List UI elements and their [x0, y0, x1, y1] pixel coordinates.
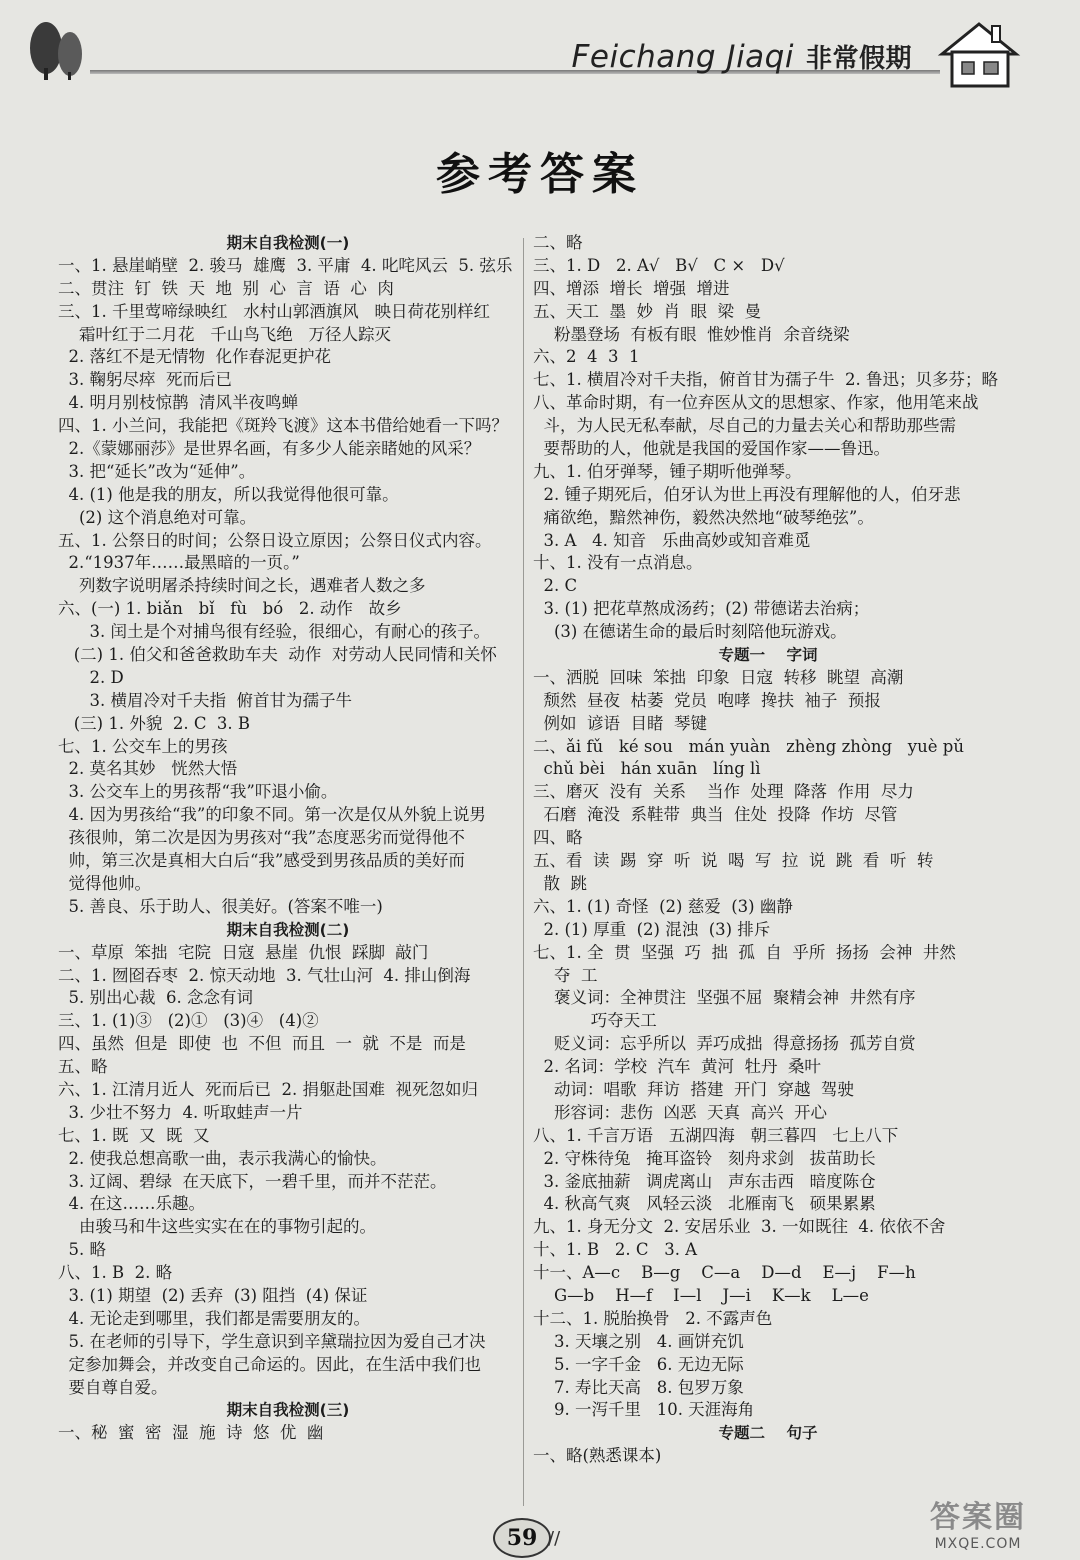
- answer-line: 5. 一字千金 6. 无边无际: [533, 1354, 744, 1374]
- answer-line: 七、1. 公交车上的男孩: [58, 736, 228, 756]
- right-answer-column: [533, 232, 1003, 1468]
- page-marks: //: [548, 1528, 561, 1549]
- answer-line: 3. 少壮不努力 4. 听取蛙声一片: [58, 1102, 303, 1122]
- answer-line: 2. 使我总想高歌一曲，表示我满心的愉快。: [58, 1148, 387, 1168]
- answer-line: 巧夺天工: [533, 1011, 657, 1031]
- answer-line: 5. 在老师的引导下，学生意识到辛黛瑞拉因为爱自己才决: [58, 1331, 486, 1351]
- answer-line: 3. A 4. 知音 乐曲高妙或知音难觅: [533, 530, 811, 550]
- answer-line: 3. 辽阔、碧绿 在天底下，一碧千里，而并不茫茫。: [58, 1171, 447, 1191]
- answer-line: 霜叶红于二月花 千山鸟飞绝 万径人踪灭: [58, 324, 391, 344]
- answer-line: 5. 略: [58, 1240, 106, 1260]
- answer-line: 一、略(熟悉课本): [533, 1446, 662, 1466]
- answer-line: 一、洒脱 回味 笨拙 印象 日寇 转移 眺望 高潮: [533, 667, 904, 687]
- answer-line: 觉得他帅。: [58, 873, 151, 893]
- answer-line: 2.“1937年……最黑暗的一页。”: [58, 553, 300, 573]
- answer-line: 五、天工 墨 妙 肖 眼 梁 曼: [533, 301, 761, 321]
- answer-line: 要自尊自爱。: [58, 1377, 168, 1397]
- answer-line: 2. 名词：学校 汽车 黄河 牡丹 桑叶: [533, 1057, 821, 1077]
- answer-line: 十一、A—c B—g C—a D—d E—j F—h: [533, 1263, 916, 1283]
- answer-line: 一、秘 蜜 密 湿 施 诗 悠 优 幽: [58, 1423, 324, 1443]
- answer-line: 九、1. 身无分文 2. 安居乐业 3. 一如既往 4. 依依不舍: [533, 1217, 946, 1237]
- answer-line: 十、1. B 2. C 3. A: [533, 1240, 698, 1260]
- answer-line: 3. 天壤之别 4. 画饼充饥: [533, 1331, 744, 1351]
- answer-line: 九、1. 伯牙弹琴，锺子期听他弹琴。: [533, 461, 802, 481]
- answer-line: 一、1. 悬崖峭壁 2. 骏马 雄鹰 3. 平庸 4. 叱咤风云 5. 弦乐: [58, 255, 513, 275]
- answer-line: 二、略: [533, 233, 583, 252]
- answer-line: 帅，第三次是真相大白后“我”感受到男孩品质的美好而: [58, 851, 465, 871]
- answer-line: (3) 在德诺生命的最后时刻陪他玩游戏。: [533, 622, 847, 642]
- answer-line: 五、1. 公祭日的时间；公祭日设立原因；公祭日仪式内容。: [58, 530, 492, 550]
- answer-line: 七、1. 全 贯 坚强 巧 拙 孤 自 乎所 扬扬 会神 井然: [533, 942, 956, 962]
- answer-line: (二) 1. 伯父和爸爸救助车夫 动作 对劳动人民同情和关怀: [58, 645, 497, 665]
- answer-line: (2) 这个消息绝对可靠。: [58, 507, 257, 527]
- column-divider: [523, 238, 524, 1506]
- answer-line: 三、磨灭 没有 关系 当作 处理 降落 作用 尽力: [533, 782, 914, 802]
- answer-line: 4. 在这……乐趣。: [58, 1194, 205, 1214]
- trees-icon: [20, 18, 92, 82]
- answer-line: 动词：唱歌 拜访 搭建 开门 穿越 驾驶: [533, 1079, 854, 1099]
- answer-line: 四、虽然 但是 即使 也 不但 而且 一 就 不是 而是: [58, 1034, 466, 1054]
- answer-line: 七、1. 既 又 既 又: [58, 1125, 210, 1145]
- answer-line: 3. 公交车上的男孩帮“我”吓退小偷。: [58, 782, 338, 802]
- answer-line: 由骏马和牛这些实实在在的事物引起的。: [58, 1217, 376, 1237]
- answer-line: 三、1. D 2. A√ B√ C × D√: [533, 255, 785, 275]
- answer-line: 二、ǎi fǔ ké sou mán yuàn zhèng zhòng yuè pǔ: [533, 736, 964, 756]
- answer-line: 三、1. (1)③ (2)① (3)④ (4)②: [58, 1011, 319, 1031]
- answer-line: G—b H—f I—l J—i K—k L—e: [533, 1285, 869, 1305]
- answer-line: 颓然 昼夜 枯萎 党员 咆哮 搀扶 袖子 预报: [533, 690, 881, 710]
- answer-line: 2. (1) 厚重 (2) 混浊 (3) 排斥: [533, 919, 771, 939]
- brand-latin: Feichang Jiaqi: [571, 39, 794, 75]
- page-title: 参考答案: [436, 149, 644, 200]
- watermark-logo-text: 答案圈: [930, 1500, 1026, 1535]
- section-heading: 专题二 句子: [718, 1424, 818, 1443]
- answer-line: 十、1. 没有一点消息。: [533, 553, 703, 573]
- answer-line: 4. (1) 他是我的朋友，所以我觉得他很可靠。: [58, 484, 399, 504]
- answer-line: 四、增添 增长 增强 增进: [533, 278, 730, 298]
- answer-line: 夺 工: [533, 965, 598, 985]
- page-number: 59: [493, 1518, 551, 1558]
- answer-line: 二、贯注 钉 铁 天 地 别 心 言 语 心 肉: [58, 278, 394, 298]
- left-answer-column: [58, 232, 518, 1445]
- answer-line: 八、1. 千言万语 五湖四海 朝三暮四 七上八下: [533, 1125, 899, 1145]
- answer-line: 2. D: [58, 667, 124, 687]
- brand-chinese: 非常假期: [805, 44, 912, 74]
- answer-line: 二、1. 囫囵吞枣 2. 惊天动地 3. 气壮山河 4. 排山倒海: [58, 965, 471, 985]
- answer-line: 八、1. B 2. 略: [58, 1263, 173, 1283]
- answer-line: (三) 1. 外貌 2. C 3. B: [58, 713, 251, 733]
- answer-line: 六、1. (1) 奇怪 (2) 慈爱 (3) 幽静: [533, 896, 793, 916]
- answer-line: 2. C: [533, 576, 578, 596]
- answer-line: chǔ bèi hán xuān líng lì: [533, 759, 761, 779]
- answer-line: 3. (1) 期望 (2) 丢弃 (3) 阻挡 (4) 保证: [58, 1285, 368, 1305]
- watermark-domain: MXQE.COM: [934, 1536, 1022, 1552]
- answer-line: 孩很帅，第二次是因为男孩对“我”态度恶劣而觉得他不: [58, 828, 465, 848]
- answer-line: 一、草原 笨拙 宅院 日寇 悬崖 仇恨 踩脚 敲门: [58, 942, 429, 962]
- answer-line: 六、1. 江清月近人 死而后已 2. 捐躯赴国难 视死忽如归: [58, 1079, 478, 1099]
- answer-line: 三、1. 千里莺啼绿映红 水村山郭酒旗风 映日荷花别样红: [58, 301, 490, 321]
- answer-line: 七、1. 横眉冷对千夫指，俯首甘为孺子牛 2. 鲁迅；贝多芬；略: [533, 370, 998, 390]
- header-title: [572, 38, 912, 75]
- answer-line: 9. 一泻千里 10. 天涯海角: [533, 1400, 755, 1420]
- answer-line: 八、革命时期，有一位弃医从文的思想家、作家，他用笔来战: [533, 393, 979, 413]
- answer-line: 形容词：悲伤 凶恶 天真 高兴 开心: [533, 1102, 827, 1122]
- answer-line: 褒义词：全神贯注 坚强不屈 聚精会神 井然有序: [533, 988, 916, 1008]
- section-heading: 期末自我检测(一): [226, 234, 350, 252]
- answer-line: 石磨 淹没 系鞋带 典当 住处 投降 作坊 尽管: [533, 805, 898, 825]
- answer-line: 斗，为人民无私奉献，尽自己的力量去关心和帮助那些需: [533, 416, 956, 436]
- answer-line: 六、(一) 1. biǎn bǐ fù bó 2. 动作 故乡: [58, 599, 402, 619]
- answer-line: 3. 鞠躬尽瘁 死而后已: [58, 370, 232, 390]
- answer-line: 五、看 读 踢 穿 听 说 喝 写 拉 说 跳 看 听 转: [533, 851, 934, 871]
- page-header: [0, 0, 1080, 100]
- answer-line: 3. 闰土是个对捕鸟很有经验，很细心，有耐心的孩子。: [58, 622, 490, 642]
- answer-line: 3. (1) 把花草熬成汤药；(2) 带德诺去治病；: [533, 599, 870, 619]
- answer-line: 四、1. 小兰问，我能把《斑羚飞渡》这本书借给她看一下吗？: [58, 416, 508, 436]
- answer-line: 痛欲绝，黯然神伤，毅然决然地“破琴绝弦”。: [533, 507, 874, 527]
- answer-line: 十二、1. 脱胎换骨 2. 不露声色: [533, 1308, 773, 1328]
- answer-line: 五、略: [58, 1057, 108, 1077]
- answer-line: 5. 别出心裁 6. 念念有词: [58, 988, 253, 1008]
- answer-line: 粉墨登场 有板有眼 惟妙惟肖 余音绕梁: [533, 324, 850, 344]
- answer-line: 4. 因为男孩给“我”的印象不同。第一次是仅从外貌上说男: [58, 805, 486, 825]
- section-heading: 专题一 字词: [718, 646, 818, 665]
- answer-line: 散 跳: [533, 873, 587, 893]
- answer-line: 列数字说明屠杀持续时间之长，遇难者人数之多: [58, 576, 426, 596]
- section-heading: 期末自我检测(三): [226, 1401, 350, 1420]
- answer-line: 4. 无论走到哪里，我们都是需要朋友的。: [58, 1308, 370, 1328]
- answer-line: 7. 寿比天高 8. 包罗万象: [533, 1377, 744, 1397]
- answer-line: 2. 锺子期死后，伯牙认为世上再没有理解他的人，伯牙悲: [533, 484, 961, 504]
- answer-line: 3. 釜底抽薪 调虎离山 声东击西 暗度陈仓: [533, 1171, 876, 1191]
- answer-line: 六、2 4 3 1: [533, 347, 640, 367]
- answer-line: 5. 善良、乐于助人、很美好。(答案不唯一): [58, 896, 383, 916]
- answer-line: 2.《蒙娜丽莎》是世界名画，有多少人能亲睹她的风采？: [58, 439, 481, 459]
- answer-line: 2. 莫名其妙 恍然大悟: [58, 759, 238, 779]
- answer-line: 3. 把“延长”改为“延伸”。: [58, 461, 256, 481]
- answer-line: 4. 秋高气爽 风轻云淡 北雁南飞 硕果累累: [533, 1194, 876, 1214]
- answer-line: 2. 守株待兔 掩耳盗铃 刻舟求剑 拔苗助长: [533, 1148, 876, 1168]
- answer-line: 定参加舞会，并改变自己命运的。因此，在生活中我们也: [58, 1354, 481, 1374]
- answer-line: 要帮助的人，他就是我国的爱国作家——鲁迅。: [533, 439, 890, 459]
- site-watermark: [888, 1492, 1068, 1556]
- section-heading: 期末自我检测(二): [226, 920, 350, 939]
- answer-line: 贬义词：忘乎所以 弄巧成拙 得意扬扬 孤芳自赏: [533, 1034, 916, 1054]
- answer-line: 四、略: [533, 828, 583, 848]
- answer-line: 4. 明月别枝惊鹊 清风半夜鸣蝉: [58, 393, 298, 413]
- answer-line: 2. 落红不是无情物 化作春泥更护花: [58, 347, 331, 367]
- answer-line: 例如 谚语 目睹 琴键: [533, 713, 707, 733]
- house-icon: [934, 18, 1024, 90]
- answer-line: 3. 横眉冷对千夫指 俯首甘为孺子牛: [58, 690, 352, 710]
